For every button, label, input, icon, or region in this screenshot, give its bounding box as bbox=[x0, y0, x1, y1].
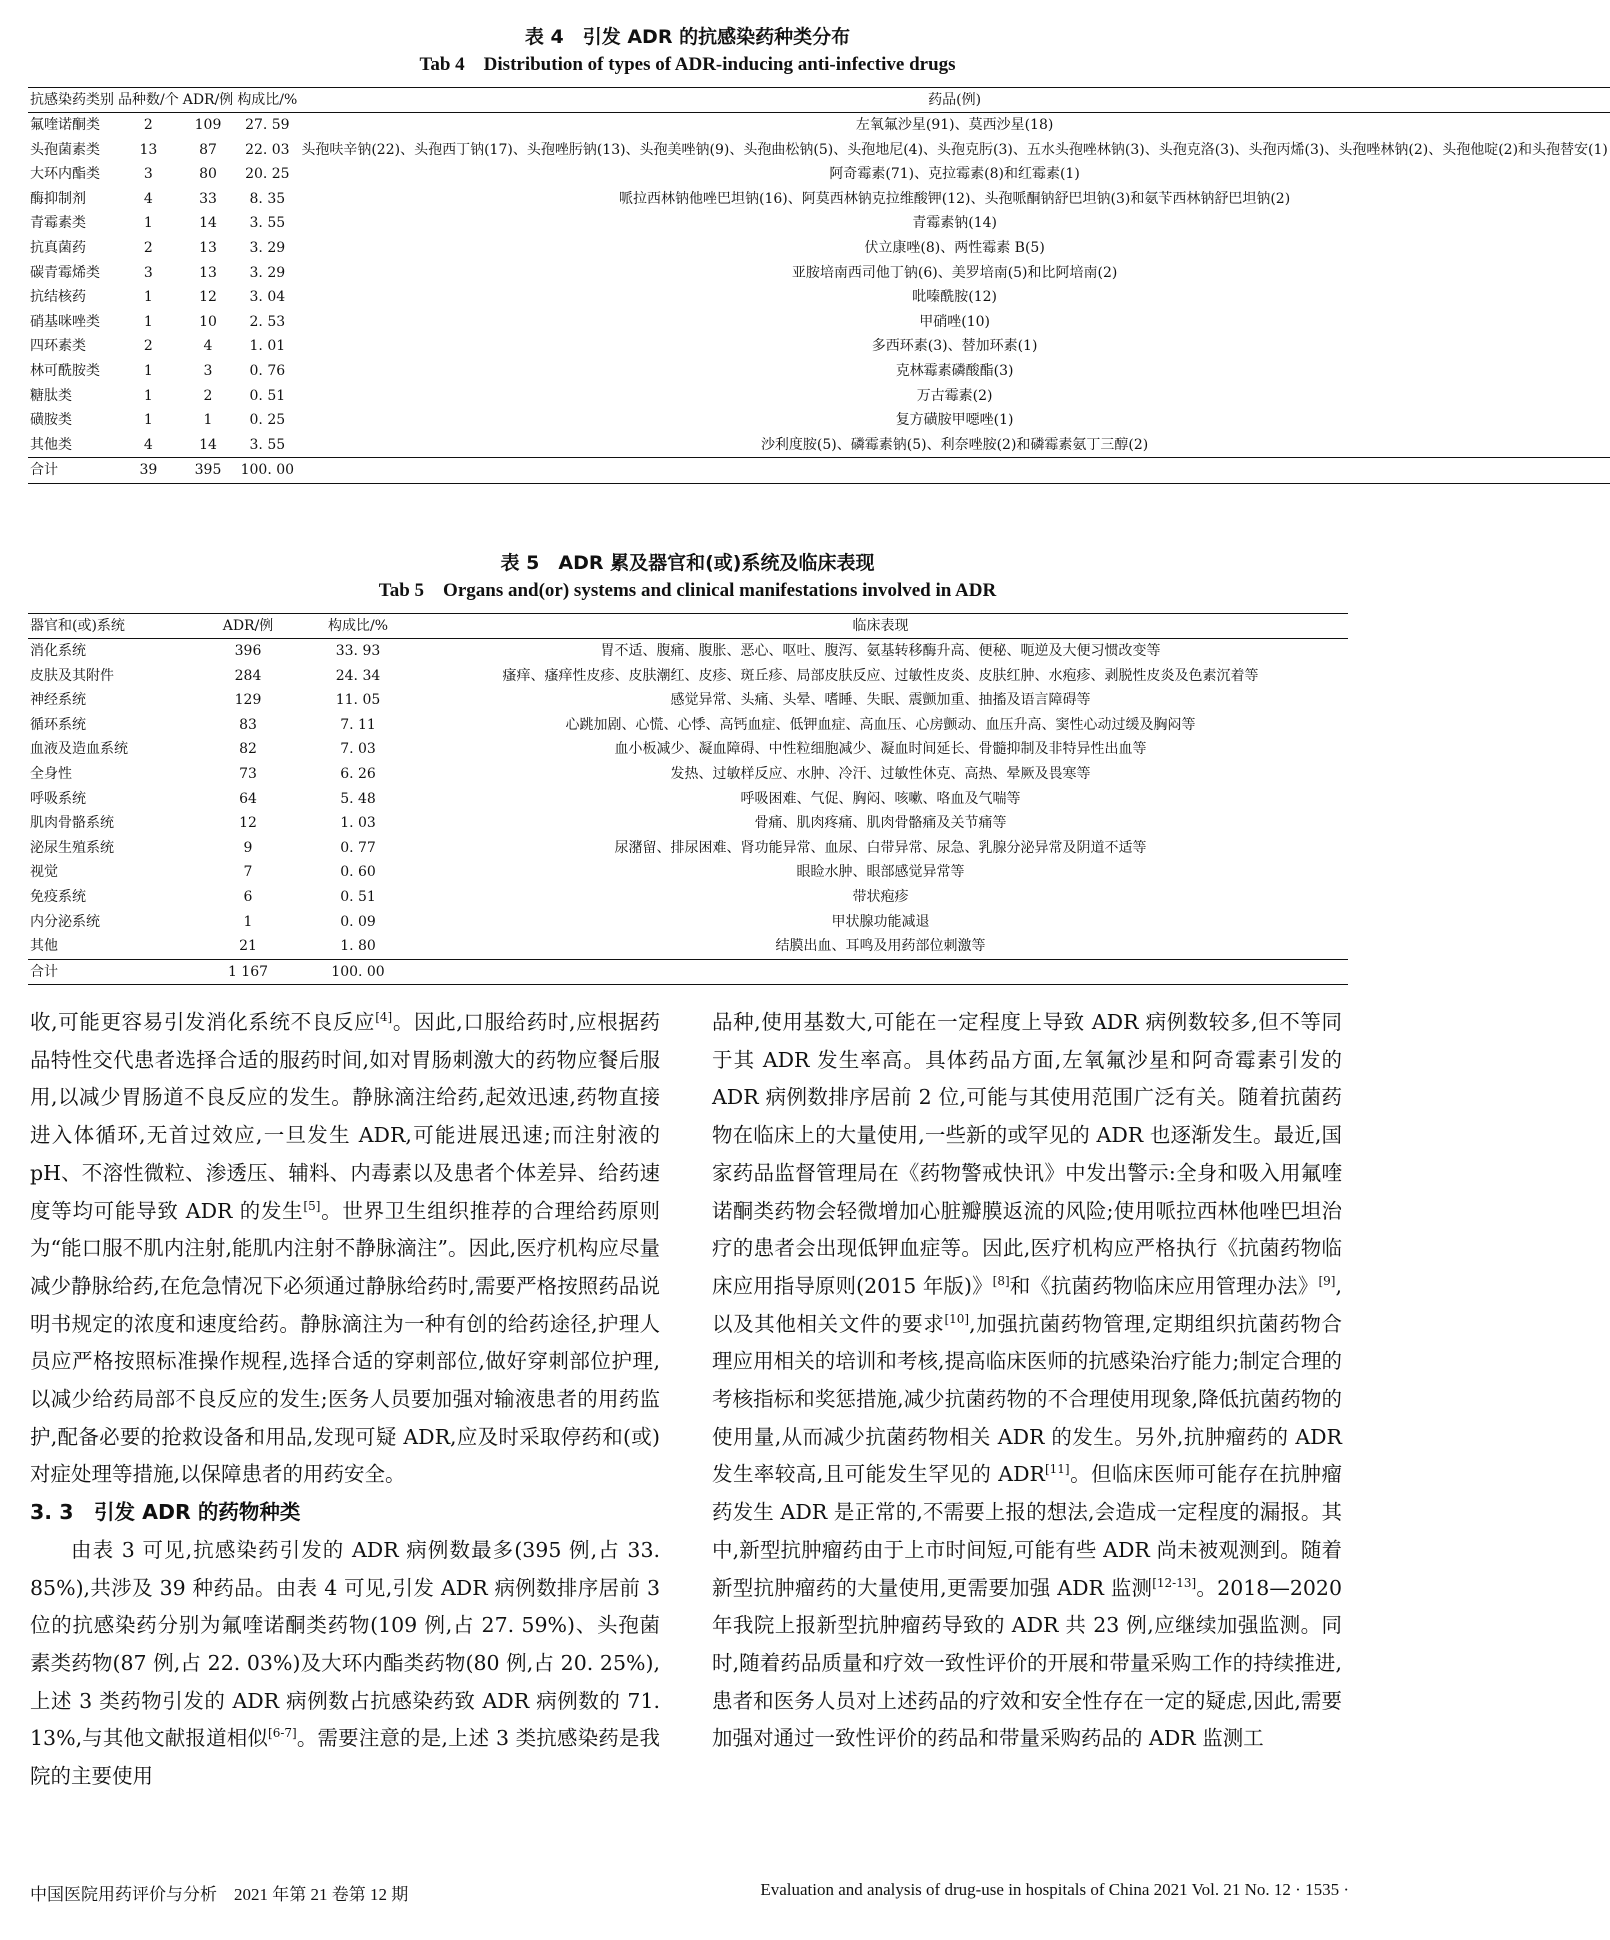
table-cell: 青霉素钠(14) bbox=[912, 215, 997, 232]
footer-journal-en: Evaluation and analysis of drug-use in hospitals of China 2021 Vol. 21 No. 12 · 1535 · bbox=[760, 1880, 1349, 1899]
table-cell: 395 bbox=[194, 462, 222, 479]
table-cell: 82 bbox=[239, 741, 257, 758]
table-row bbox=[28, 236, 1610, 261]
citation: [5] bbox=[303, 1198, 321, 1213]
table-row bbox=[28, 885, 1348, 910]
table-cell: 3 bbox=[203, 362, 213, 379]
tab5-title-en: Tab 5 Organs and(or) systems and clinical manifestations involved in ADR bbox=[378, 580, 997, 601]
table-cell: 3. 04 bbox=[249, 289, 286, 306]
table-row bbox=[28, 811, 1348, 836]
table-cell: 33 bbox=[199, 190, 217, 207]
table-row bbox=[28, 162, 1610, 187]
table-cell: 青霉素类 bbox=[30, 215, 86, 232]
table-total-row bbox=[28, 959, 1348, 985]
table-cell: 7. 03 bbox=[340, 741, 376, 758]
table-row bbox=[28, 261, 1610, 286]
table-cell: 碳青霉烯类 bbox=[30, 264, 100, 281]
table-cell: 发热、过敏样反应、水肿、冷汗、过敏性休克、高热、晕厥及畏寒等 bbox=[670, 765, 1091, 782]
table-cell: 甲硝唑(10) bbox=[919, 313, 990, 330]
table-cell: 0. 77 bbox=[340, 839, 376, 856]
table-row bbox=[28, 860, 1348, 885]
body-right-column bbox=[712, 1004, 1342, 1758]
table-row bbox=[28, 211, 1610, 236]
table-cell: 8. 35 bbox=[249, 190, 286, 207]
table-cell: 0. 76 bbox=[249, 362, 286, 379]
table-cell: 3 bbox=[143, 264, 153, 281]
table-row bbox=[28, 384, 1610, 409]
table-cell: 80 bbox=[199, 166, 217, 183]
table-cell: 13 bbox=[199, 239, 217, 256]
table-cell: 1. 01 bbox=[249, 338, 286, 355]
table-cell: 全身性 bbox=[30, 765, 72, 782]
table-cell: 2 bbox=[203, 387, 213, 404]
text-run: 收,可能更容易引发消化系统不良反应 bbox=[30, 1010, 376, 1034]
table-cell: 10 bbox=[199, 313, 217, 330]
table-cell: 复方磺胺甲噁唑(1) bbox=[895, 412, 1014, 429]
table-cell: 皮肤及其附件 bbox=[30, 667, 114, 684]
table-cell: 12 bbox=[199, 289, 217, 306]
table-cell bbox=[299, 458, 1610, 484]
table-cell: 2 bbox=[143, 117, 153, 133]
tab5-caption bbox=[0, 548, 1375, 602]
table-cell: 9 bbox=[243, 839, 253, 856]
table-cell: 6. 26 bbox=[340, 765, 376, 782]
citation: [12-13] bbox=[1152, 1575, 1197, 1590]
text-run: 。需要注意的是,上述 3 类抗感染药是我院的主要使用 bbox=[30, 1726, 660, 1789]
table-cell: 83 bbox=[239, 716, 257, 733]
table-cell: 13 bbox=[139, 141, 158, 158]
table-cell: 心跳加剧、心慌、心悸、高钙血症、低钾血症、高血压、心房颤动、血压升高、窦性心动过缓及胸闷等 bbox=[565, 716, 1196, 733]
table-cell: 左氧氟沙星(91)、莫西沙星(18) bbox=[855, 117, 1054, 133]
table-cell: 抗结核药 bbox=[30, 289, 86, 306]
table-cell: 396 bbox=[234, 643, 262, 659]
table-row bbox=[28, 787, 1348, 812]
table-row bbox=[28, 688, 1348, 713]
tab5-title-cn: 表 5 ADR 累及器官和(或)系统及临床表现 bbox=[500, 552, 875, 574]
table-row bbox=[28, 910, 1348, 935]
citation: [11] bbox=[1044, 1462, 1070, 1477]
table-cell: 带状疱疹 bbox=[852, 888, 909, 905]
footer-journal: 中国医院用药评价与分析 2021 年第 21 卷第 12 期 bbox=[30, 1885, 409, 1904]
table-cell: 合计 bbox=[30, 963, 58, 980]
table-cell: 免疫系统 bbox=[30, 888, 86, 905]
citation: [4] bbox=[375, 1010, 393, 1025]
table-cell: 其他 bbox=[30, 938, 58, 955]
table-cell: 2. 53 bbox=[249, 313, 286, 330]
table-cell: 64 bbox=[239, 790, 257, 807]
table-cell: 1. 03 bbox=[340, 815, 376, 832]
table-cell: 林可酰胺类 bbox=[30, 362, 100, 379]
tab4-header: 药品(例) bbox=[928, 92, 982, 108]
tab5-header: ADR/例 bbox=[222, 618, 274, 634]
table-row bbox=[28, 664, 1348, 689]
tab5-header: 器官和(或)系统 bbox=[30, 618, 125, 634]
table-cell: 1 bbox=[143, 313, 153, 330]
table-cell: 7. 11 bbox=[340, 716, 376, 733]
table-cell: 酶抑制剂 bbox=[30, 190, 86, 207]
table-row bbox=[28, 737, 1348, 762]
table-cell: 大环内酯类 bbox=[30, 166, 100, 183]
table-cell: 7 bbox=[243, 864, 253, 881]
table-cell: 血小板减少、凝血障碍、中性粒细胞减少、凝血时间延长、骨髓抑制及非特异性出血等 bbox=[614, 741, 1147, 758]
table-cell: 14 bbox=[199, 215, 217, 232]
paragraph bbox=[30, 1004, 660, 1494]
tab4-header: 构成比/% bbox=[237, 92, 298, 108]
table-row bbox=[28, 762, 1348, 787]
table-cell: 氟喹诺酮类 bbox=[30, 117, 100, 133]
table-cell: 神经系统 bbox=[30, 692, 86, 709]
table-row bbox=[28, 310, 1610, 335]
text-run: 。世界卫生组织推荐的合理给药原则为“能口服不肌内注射,能肌内注射不静脉滴注”。因此,医疗机构应尽量减少静脉给药,在危急情况下必须通过静脉给药时,需要严格按照药品说明书规定的浓度和速度给药。静脉滴注为一种有创的给药途径,护理人员应严格按照标准操作规程,选择合适的穿刺部位,做好穿刺部位护理,以减少给药局部不良反应的发生;医务人员要加强对输液患者的用药监护,配备必要的抢救设备和用品,发现可疑 ADR,应及时采取停药和(或)对症处理等措施,以保障患者的用药安全。 bbox=[30, 1198, 660, 1487]
table-cell: 0. 25 bbox=[249, 412, 286, 429]
table-cell: 循环系统 bbox=[30, 716, 86, 733]
table-cell: 3. 55 bbox=[249, 215, 286, 232]
table-cell: 泌尿生殖系统 bbox=[30, 839, 114, 856]
table-cell: 22. 03 bbox=[245, 141, 290, 158]
text-run: ,以及其他相关文件的要求 bbox=[712, 1273, 1343, 1336]
table-cell: 11. 05 bbox=[335, 692, 381, 709]
table-row bbox=[28, 187, 1610, 212]
table-cell: 4 bbox=[203, 338, 213, 355]
table-cell: 甲状腺功能减退 bbox=[831, 913, 930, 930]
table-cell: 四环素类 bbox=[30, 338, 86, 355]
table-cell: 呼吸困难、气促、胸闷、咳嗽、咯血及气喘等 bbox=[740, 790, 1021, 807]
table-row bbox=[28, 113, 1610, 138]
table-cell: 其他类 bbox=[30, 436, 72, 453]
table-cell: 3 bbox=[143, 166, 153, 183]
table-cell: 0. 51 bbox=[249, 387, 286, 404]
table-cell: 内分泌系统 bbox=[30, 913, 100, 930]
table-cell: 1 bbox=[143, 362, 153, 379]
table-cell: 亚胺培南西司他丁钠(6)、美罗培南(5)和比阿培南(2) bbox=[791, 264, 1118, 281]
table-cell: 硝基咪唑类 bbox=[30, 313, 100, 330]
table-row bbox=[28, 713, 1348, 738]
tab4-header: 品种数/个 bbox=[118, 92, 179, 108]
text-run: 。2018—2020 年我院上报新型抗肿瘤药导致的 ADR 共 23 例,应继续加强监测。同时,随着药品质量和疗效一致性评价的开展和带量采购工作的持续推进,患者和医务人员对上述药品的疗效和安全性存在一定的疑虑,因此,需要加强对通过一致性评价的药品和带量采购药品的 ADR 监测工 bbox=[712, 1575, 1342, 1751]
tab4-title-en: Tab 4 Distribution of types of ADR-inducing anti-infective drugs bbox=[419, 54, 956, 75]
paragraph bbox=[712, 1004, 1342, 1758]
table-row bbox=[28, 285, 1610, 310]
body-left-column bbox=[30, 1004, 660, 1796]
table-cell: 129 bbox=[234, 692, 262, 709]
table-cell: 0. 09 bbox=[340, 913, 376, 930]
table-cell: 1 bbox=[143, 387, 153, 404]
table-cell: 4 bbox=[143, 190, 153, 207]
table-cell: 3. 29 bbox=[249, 264, 286, 281]
table-cell: 尿潴留、排尿困难、肾功能异常、血尿、白带异常、尿急、乳腺分泌异常及阴道不适等 bbox=[614, 839, 1147, 856]
table-row bbox=[28, 359, 1610, 384]
text-run: 。因此,口服给药时,应根据药品特性交代患者选择合适的服药时间,如对胃肠刺激大的药物应餐后服用,以减少胃肠道不良反应的发生。静脉滴注给药,起效迅速,药物直接进入体循环,无首过效应,一旦发生 ADR,可能进展迅速;而注射液的 pH、不溶性微粒、渗透压、辅料、内毒素以及患者个体差异、给药速度等均可能导致 ADR 的发生 bbox=[30, 1010, 660, 1223]
table-cell: 73 bbox=[239, 765, 257, 782]
table-cell: 头孢菌素类 bbox=[30, 141, 100, 158]
table-total-row bbox=[28, 458, 1610, 484]
table-cell: 21 bbox=[239, 938, 257, 955]
table-cell: 4 bbox=[143, 436, 153, 453]
table-cell: 磺胺类 bbox=[30, 412, 72, 429]
table-cell: 万古霉素(2) bbox=[916, 387, 993, 404]
table-cell: 1 167 bbox=[227, 963, 269, 980]
table-cell: 87 bbox=[199, 141, 217, 158]
table-cell: 视觉 bbox=[30, 864, 58, 881]
table-cell: 39 bbox=[139, 462, 158, 479]
tab4-caption bbox=[0, 22, 1375, 76]
table-cell: 骨痛、肌肉疼痛、肌肉骨骼痛及关节痛等 bbox=[754, 815, 1007, 832]
section-heading: 3. 3 引发 ADR 的药物种类 bbox=[30, 1500, 301, 1525]
table-cell: 肌肉骨骼系统 bbox=[30, 815, 114, 832]
table-row bbox=[28, 408, 1610, 433]
tab4-header: 抗感染药类别 bbox=[30, 92, 114, 108]
text-run: 。但临床医师可能存在抗肿瘤药发生 ADR 是正常的,不需要上报的想法,会造成一定程度的漏报。其中,新型抗肿瘤药由于上市时间短,可能有些 ADR 尚未被观测到。随着新型抗肿瘤药的大量使用,更需要加强 ADR 监测 bbox=[712, 1462, 1342, 1600]
paragraph bbox=[30, 1532, 660, 1796]
table-cell: 100. 00 bbox=[240, 462, 295, 479]
table-row bbox=[28, 138, 1610, 163]
table-cell: 284 bbox=[234, 667, 262, 684]
table-cell: 吡嗪酰胺(12) bbox=[912, 289, 997, 306]
table-cell: 5. 48 bbox=[340, 790, 376, 807]
citation: [8] bbox=[992, 1274, 1010, 1289]
table-row bbox=[28, 836, 1348, 861]
table-cell: 20. 25 bbox=[245, 166, 290, 183]
table-cell: 血液及造血系统 bbox=[30, 741, 128, 758]
table-cell: 0. 51 bbox=[340, 888, 376, 905]
table-row bbox=[28, 934, 1348, 959]
table-cell: 胃不适、腹痛、腹胀、恶心、呕吐、腹泻、氨基转移酶升高、便秘、呃逆及大便习惯改变等 bbox=[600, 643, 1161, 659]
table-cell: 结膜出血、耳鸣及用药部位刺激等 bbox=[775, 938, 986, 955]
table-cell: 100. 00 bbox=[331, 963, 385, 980]
citation: [6-7] bbox=[268, 1726, 297, 1741]
table-cell: 1 bbox=[143, 412, 153, 429]
tab4-header: ADR/例 bbox=[182, 92, 234, 108]
table-cell: 头孢呋辛钠(22)、头孢西丁钠(17)、头孢唑肟钠(13)、头孢美唑钠(9)、头孢曲松钠(5)、头孢地尼(4)、头孢克肟(3)、五水头孢唑林钠(3)、头孢克洛(3)、头孢丙烯(3)、头孢唑林钠(2)、头孢他啶(2)和头孢替安(1) bbox=[301, 141, 1608, 158]
text-run: 由表 3 可见,抗感染药引发的 ADR 病例数最多(395 例,占 33. 85%),共涉及 39 种药品。由表 4 可见,引发 ADR 病例数排序居前 3 位的抗感染药分别为氟喹诺酮类药物(109 例,占 27. 59%)、头孢菌素类药物(87 例,占 22. 03%)及大环内酯类药物(80 例,占 20. 25%),上述 3 类药物引发的 ADR 病例数占抗感染药致 ADR 病例数的 71. 13%,与其他文献报道相似 bbox=[30, 1537, 660, 1751]
table-cell: 1 bbox=[143, 215, 153, 232]
tab4-header-row bbox=[28, 88, 1610, 113]
table-cell: 1. 80 bbox=[340, 938, 376, 955]
table-cell bbox=[413, 959, 1348, 985]
table-cell: 合计 bbox=[30, 462, 58, 479]
table-cell: 沙利度胺(5)、磷霉素钠(5)、利奈唑胺(2)和磷霉素氨丁三醇(2) bbox=[760, 436, 1149, 453]
tab5-header-row bbox=[28, 614, 1348, 639]
table-cell: 抗真菌药 bbox=[30, 239, 86, 256]
text-run: 和《抗菌药物临床应用管理办法》 bbox=[1009, 1273, 1319, 1298]
table-cell: 1 bbox=[243, 913, 253, 930]
table-cell: 1 bbox=[143, 289, 153, 306]
table-cell: 消化系统 bbox=[30, 643, 86, 659]
citation: [9] bbox=[1318, 1274, 1336, 1289]
table-cell: 眼睑水肿、眼部感觉异常等 bbox=[796, 864, 965, 881]
table-cell: 伏立康唑(8)、两性霉素 B(5) bbox=[864, 239, 1045, 256]
tab5-header: 临床表现 bbox=[852, 618, 909, 634]
table-cell: 瘙痒、瘙痒性皮疹、皮肤潮红、皮疹、斑丘疹、局部皮肤反应、过敏性皮炎、皮肤红肿、水疱疹、剥脱性皮炎及色素沉着等 bbox=[502, 667, 1259, 684]
table-row bbox=[28, 639, 1348, 664]
table-cell: 2 bbox=[143, 338, 153, 355]
table-cell: 33. 93 bbox=[335, 643, 381, 659]
table-cell: 阿奇霉素(71)、克拉霉素(8)和红霉素(1) bbox=[829, 166, 1080, 183]
table-cell: 呼吸系统 bbox=[30, 790, 86, 807]
table-cell: 12 bbox=[239, 815, 257, 832]
table-cell: 多西环素(3)、替加环素(1) bbox=[871, 338, 1038, 355]
table-cell: 1 bbox=[203, 412, 213, 429]
tab4-title-cn: 表 4 引发 ADR 的抗感染药种类分布 bbox=[524, 26, 851, 48]
table-cell: 14 bbox=[199, 436, 217, 453]
tab5-table bbox=[28, 613, 1348, 985]
table-cell: 13 bbox=[199, 264, 217, 281]
table-cell: 6 bbox=[243, 888, 253, 905]
table-row bbox=[28, 334, 1610, 359]
table-row bbox=[28, 433, 1610, 458]
table-cell: 克林霉素磷酸酯(3) bbox=[895, 362, 1014, 379]
text-run: 品种,使用基数大,可能在一定程度上导致 ADR 病例数较多,但不等同于其 ADR 发生率高。具体药品方面,左氧氟沙星和阿奇霉素引发的 ADR 病例数排序居前 2 位,可能与其使用范围广泛有关。随着抗菌药物在临床上的大量使用,一些新的或罕见的 ADR 也逐渐发生。最近,国家药品监督管理局在《药物警戒快讯》中发出警示:全身和吸入用氟喹诺酮类药物会轻微增加心脏瓣膜返流的风险;使用哌拉西林他唑巴坦治疗的患者会出现低钾血症等。因此,医疗机构应严格执行《抗菌药物临床应用指导原则(2015 年版)》 bbox=[712, 1010, 1342, 1298]
table-cell: 27. 59 bbox=[245, 117, 290, 133]
tab5-header: 构成比/% bbox=[327, 618, 389, 634]
table-cell: 哌拉西林钠他唑巴坦钠(16)、阿莫西林钠克拉维酸钾(12)、头孢哌酮钠舒巴坦钠(3)和氨苄西林钠舒巴坦钠(2) bbox=[619, 190, 1291, 207]
table-cell: 3. 29 bbox=[249, 239, 286, 256]
text-run: ,加强抗菌药物管理,定期组织抗菌药物合理应用相关的培训和考核,提高临床医师的抗感染治疗能力;制定合理的考核指标和奖惩措施,减少抗菌药物的不合理使用现象,降低抗菌药物的使用量,从而减少抗菌药物相关 ADR 的发生。另外,抗肿瘤药的 ADR 发生率较高,且可能发生罕见的 ADR bbox=[712, 1311, 1342, 1487]
table-cell: 2 bbox=[143, 239, 153, 256]
table-cell: 3. 55 bbox=[249, 436, 286, 453]
table-cell: 24. 34 bbox=[335, 667, 381, 684]
table-cell: 109 bbox=[194, 117, 222, 133]
table-cell: 0. 60 bbox=[340, 864, 376, 881]
table-cell: 糖肽类 bbox=[30, 387, 72, 404]
citation: [10] bbox=[944, 1311, 970, 1326]
table-cell: 感觉异常、头痛、头晕、嗜睡、失眠、震颤加重、抽搐及语言障碍等 bbox=[670, 692, 1091, 709]
tab4-table bbox=[28, 87, 1610, 484]
